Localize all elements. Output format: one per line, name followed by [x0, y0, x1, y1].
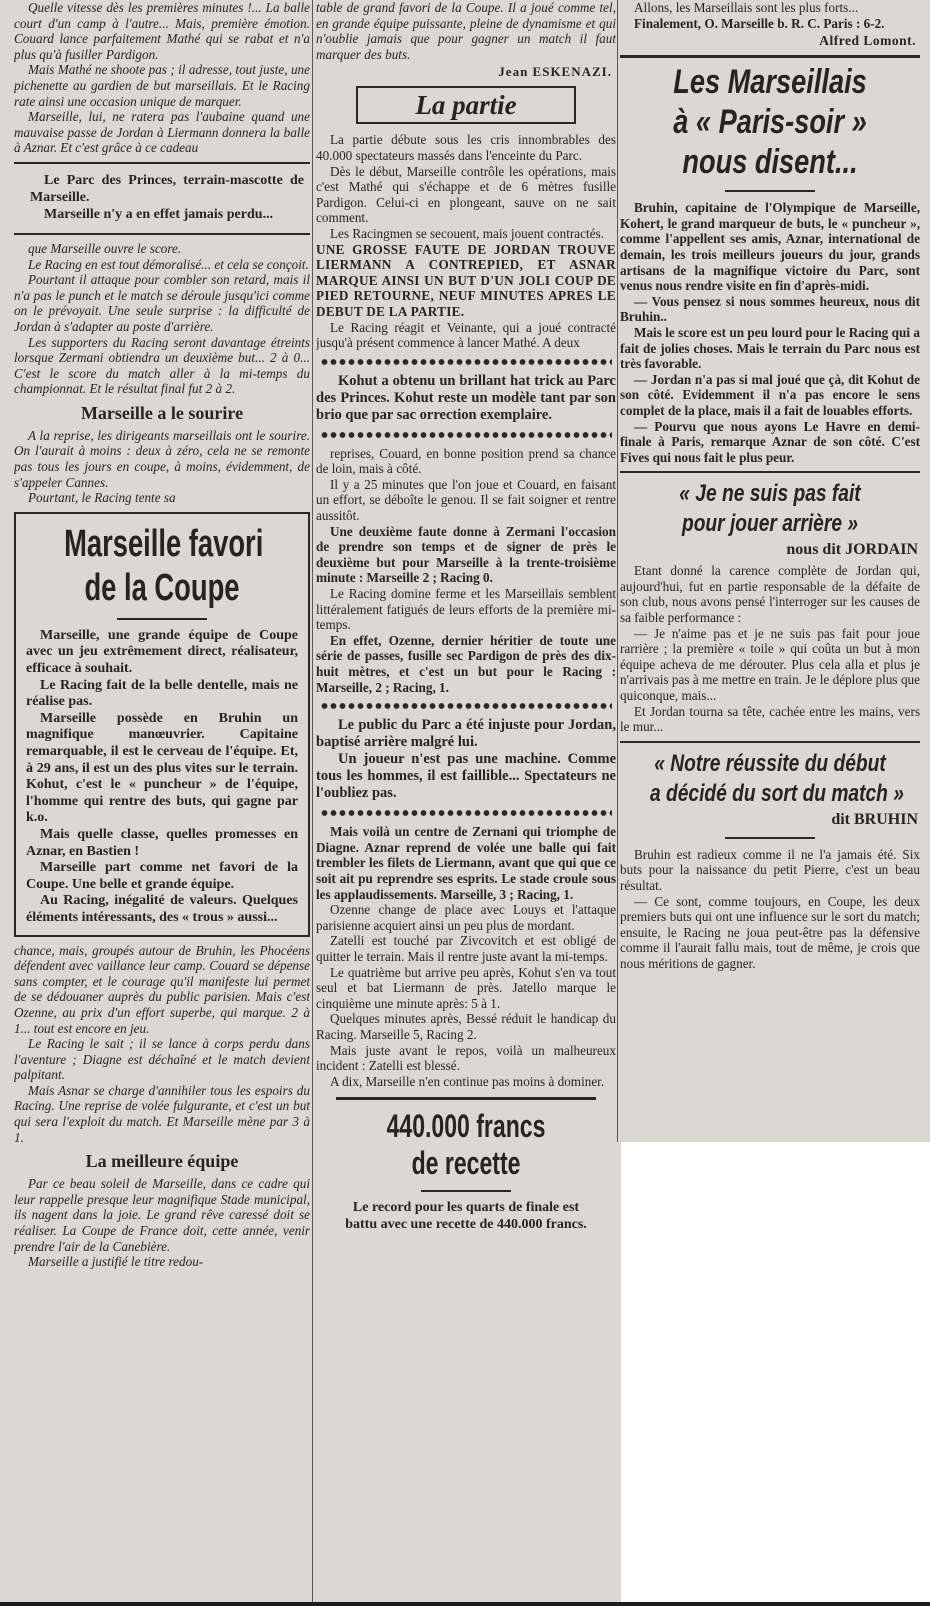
- jordain-title-line1: « Je ne suis pas fait: [679, 480, 861, 508]
- subheading: La meilleure équipe: [85, 1151, 239, 1172]
- paragraph: Pourtant il attaque pour combler son retard, mais il n'a pas le punch et le match se déroule jusqu'ici comme on le prévoyait. Une seule surprise : la difficulté de Jordan à s'adapter au poste d'arrière.: [14, 272, 310, 334]
- divider: [620, 55, 920, 58]
- paragraph: reprises, Couard, en bonne position prend sa chance de loin, mais à côté.: [316, 445, 616, 477]
- paragraph: Etant donné la carence complète de Jordan qui, aujourd'hui, fut en partie responsable de la défaite de son club, nous avons pensé l'interroger sur les causes de sa faible performance :: [620, 563, 920, 626]
- paragraph: Marseille, lui, ne ratera pas l'aubaine quand une mauvaise passe de Jordan à Liermann donnera la balle à Aznar. Et c'est grâce à ce cadeau: [14, 109, 310, 156]
- divider: [336, 1097, 596, 1100]
- chain-divider: [320, 701, 612, 711]
- column-right: [620, 0, 920, 1142]
- paragraph: Et Jordan tourna sa tête, cachée entre les mains, vers le mur...: [620, 703, 920, 735]
- paragraph: Ozenne change de place avec Louys et l'attaque parisienne acquiert ainsi un peu plus de mordant.: [316, 902, 616, 933]
- paragraph: Allons, les Marseillais sont les plus forts...: [634, 0, 859, 15]
- jordain-byline: nous dit JORDAIN: [786, 541, 918, 559]
- kohut-note: Kohut a obtenu un brillant hat trick au Parc des Princes. Kohut reste un modèle tant par son brio que par sac orrection exemplaire.: [316, 372, 616, 423]
- paragraph: Mais Asnar se charge d'annihiler tous les espoirs du Racing. Une reprise de volée fulgurante, et c'est un but qui sera l'exploit du match. Et Marseille mène par 3 à 1.: [14, 1082, 310, 1145]
- paragraph: Zatelli est touché par Zivcovitch et est obligé de quitter le terrain. Mais il rentre juste avant la mi-temps.: [316, 933, 616, 964]
- paragraph: chance, mais, groupés autour de Bruhin, les Phocéens défendent avec vaillance leur camp. Couard se dépense sans compter, et le courage qu'il manifeste lui permet de se dédouaner auprès du public parisien. Mais c'est Ozenne, au prix d'un effort superbe, qui marque. 2 à 1... tout est encore en jeu.: [14, 942, 310, 1036]
- recette-title-line2: de recette: [411, 1145, 521, 1182]
- paragraph: Marseille a justifié le titre redou-: [28, 1254, 204, 1270]
- paragraph-bold: — Jordan n'a pas si mal joué que çà, dit Kohut de son côté. Evidemment il n'a pas encore le sens complet de la place, mais il a fait de louables efforts.: [620, 371, 920, 418]
- paragraph-bold: Mais voilà un centre de Zernani qui triomphe de Diagne. Aznar reprend de volée une balle qui fait trembler les filets de Liermann, avant que qui que ce soit ait pu reprendre ses esprits. Le stade croule sous les applaudissements. Marseille, 3 ; Racing, 1.: [316, 824, 616, 902]
- divider: [421, 1190, 511, 1192]
- paragraph: La partie débute sous les cris innombrables des 40.000 spectateurs massés dans l'enceinte du Parc.: [316, 132, 616, 163]
- signature: Alfred Lomont.: [819, 33, 916, 49]
- headline-line2: à « Paris-soir »: [673, 103, 867, 142]
- public-note: Un joueur n'est pas une machine. Comme tous les hommes, il est faillible... Spectateurs ne l'oubliez pas.: [316, 751, 616, 802]
- signature: Jean ESKENAZI.: [498, 64, 612, 80]
- divider: [14, 162, 310, 164]
- recette-title-line1: 440.000 francs: [386, 1108, 546, 1145]
- paragraph: Le Racing en est tout démoralisé... et cela se conçoit.: [28, 256, 309, 272]
- blank-area: [621, 1142, 930, 1606]
- column-rule: [312, 0, 313, 1606]
- divider: [725, 837, 815, 839]
- column-left: [14, 0, 310, 1606]
- column-middle: [316, 0, 616, 1606]
- paragraph: Les Racingmen se secouent, mais jouent contractés.: [330, 225, 604, 241]
- paragraph: Le Racing domine ferme et les Marseillais semblent littéralement fatigués de leurs efforts de la première mi-temps.: [316, 586, 616, 633]
- favori-box: [14, 512, 310, 937]
- insert-text: Marseille n'y a en effet jamais perdu...: [44, 206, 274, 222]
- favori-paragraph: Marseille part comme net favori de la Coupe. Une belle et grande équipe.: [26, 860, 298, 892]
- insert-box-parc: [14, 170, 310, 227]
- public-note: Le public du Parc a été injuste pour Jordan, baptisé arrière malgré lui.: [316, 717, 616, 751]
- divider: [117, 618, 207, 620]
- favori-paragraph: Marseille, une grande équipe de Coupe avec un jeu extrêmement direct, réalisateur, efficace à souhait.: [26, 627, 298, 677]
- recette-text: Le record pour les quarts de finale est battu avec une recette de 440.000 francs.: [345, 1200, 587, 1232]
- partie-title-box: [356, 86, 576, 124]
- favori-title-line1: Marseille favori: [64, 522, 264, 565]
- paragraph: — Je n'aime pas et je ne suis pas fait pour joue rarrière ; la première « toile » qui coûta un but à mon équipe acheva de me dérouter. Plus cela alla et plus je n'arrivais pas à me mettre en train. Je le déplore plus que quiconque, mais...: [620, 625, 920, 704]
- subheading: Marseille a le sourire: [80, 402, 244, 423]
- paragraph: Pourtant, le Racing tente sa: [28, 490, 176, 506]
- paragraph-bold: Une deuxième faute donne à Zermani l'occasion de prendre son temps et de signer de près le deuxième but pour Marseille à la trente-troisième minute : Marseille 2 ; Racing 0.: [316, 523, 616, 586]
- paragraph: Par ce beau soleil de Marseille, dans ce cadre qui leur rappelle presque leur magnifique Stade municipal, ils nagent dans la joie. Le grand rêve caressé doit se réaliser. La Coupe de France doit, cette année, venir prendre l'air de la Canebière.: [14, 1176, 310, 1254]
- bruhin-title-line1: « Notre réussite du début: [654, 749, 886, 777]
- column-rule: [617, 0, 618, 1142]
- insert-text: Le Parc des Princes, terrain-mascotte de Marseille.: [30, 172, 304, 205]
- bruhin-title-line2: a décidé du sort du match »: [650, 779, 904, 807]
- paragraph-bold: Mais le score est un peu lourd pour le Racing qui a fait de jolies choses. Mais le terrain du Parc nous est très favorable.: [620, 324, 920, 372]
- paragraph-bold: Bruhin, capitaine de l'Olympique de Marseille, Kohert, le grand marqueur de buts, le « puncheur », comme l'appellent ses amis, Aznar, international de demain, les trois meilleurs joueurs du jour, grands artisans de la magnifique victoire du Parc, sont venus nous rendre visite en fin d'après-midi.: [620, 200, 920, 294]
- paragraph: Dès le début, Marseille contrôle les opérations, mais c'est Mathé qui s'échappe et de 6 mètres fusille Pardigon. Celui-ci en plongeant, sauve on ne sait comment.: [316, 163, 616, 226]
- chain-divider: [320, 357, 612, 367]
- paragraph: A la reprise, les dirigeants marseillais ont le sourire. On l'aurait à moins : deux à zéro, cela ne se remonte pas tous les jours en coupe, à moins, évidemment, de s'appeler Cannes.: [14, 427, 310, 490]
- bruhin-byline: dit BRUHIN: [831, 810, 918, 828]
- paragraph: Quelques minutes après, Bessé réduit le handicap du Racing. Marseille 5, Racing 2.: [316, 1011, 616, 1042]
- favori-paragraph: Le Racing fait de la belle dentelle, mais ne réalise pas.: [26, 677, 298, 710]
- favori-paragraph: Marseille possède en Bruhin un magnifique manœuvrier. Capitaine remarquable, il est le cerveau de l'équipe. Et, à 29 ans, il est un des plus vites sur le terrain. Kohut, c'est le « puncheur » de l'équipe, l'homme qui rentre des buts, qui gagne par k.o.: [26, 710, 298, 826]
- paragraph: Le quatrième but arrive peu après, Kohut s'en va tout seul et bat Liermann de près. Jatello marque le cinquième une minute après: 5 à 1.: [316, 964, 616, 1011]
- paragraph: Quelle vitesse dès les premières minutes !... La balle court d'un camp à l'autre... Mais, première émotion. Couard lance parfaitement Mathé qui se rabat et n'a plus qu'à fusiller Pardigon.: [14, 0, 310, 62]
- divider: [725, 190, 815, 192]
- partie-title: La partie: [415, 90, 517, 121]
- paragraph: Mais juste avant le repos, voilà un malheureux incident : Zatelli est blessé.: [316, 1042, 616, 1074]
- jordain-title-line2: pour jouer arrière »: [681, 510, 859, 538]
- headline-line3: nous disent...: [682, 143, 858, 182]
- chain-divider: [320, 808, 612, 818]
- paragraph: — Ce sont, comme toujours, en Coupe, les deux premiers buts qui ont une influence sur le sort du match; ensuite, le Racing ne joua peut-être pas la défensive comme il l'aurait fallu mais, tout de même, je crois que nous méritions de gagner.: [620, 893, 920, 971]
- paragraph: A dix, Marseille n'en continue pas moins à dominer.: [330, 1073, 605, 1089]
- paragraph-bold: — Vous pensez si nous sommes heureux, nous dit Bruhin..: [620, 293, 920, 325]
- paragraph: table de grand favori de la Coupe. Il a joué comme tel, en grande équipe puissante, pleine de dynamisme et qui n'oublie jamais que pour gagner un match il faut marquer des buts.: [316, 0, 616, 62]
- paragraph: Bruhin est radieux comme il ne l'a jamais été. Six buts pour la naissance du petit Pierre, c'est un beau résultat.: [620, 846, 920, 893]
- paragraph: que Marseille ouvre le score.: [28, 240, 182, 256]
- favori-title-line2: de la Coupe: [84, 566, 240, 609]
- divider: [620, 471, 920, 473]
- paragraph-bold: — Pourvu que nous ayons Le Havre en demi-finale à Paris, remarque Aznar de son côté. C'est Fives qui nous fait le plus peur.: [620, 418, 920, 465]
- paragraph: Mais Mathé ne shoote pas ; il adresse, tout juste, une pichenette au gardien de but marseillais. Et le Racing rate ainsi une occasion unique de marquer.: [14, 62, 310, 109]
- favori-paragraph: Au Racing, inégalité de valeurs. Quelques éléments intéressants, des « trous » aussi...: [26, 893, 298, 925]
- chain-divider: [320, 430, 612, 440]
- paragraph: Le Racing le sait ; il se lance à corps perdu dans l'aventure ; Diagne est déchaîné et le match devient palpitant.: [14, 1036, 310, 1083]
- paragraph-caps: UNE GROSSE FAUTE DE JORDAN TROUVE LIERMANN A CONTREPIED, ET ASNAR MARQUE AINSI UN BUT D'UN JOLI COUP DE PIED RETOURNE, NEUF MINUTES APRES LE DEBUT DE LA PARTIE.: [316, 241, 616, 319]
- paragraph: Les supporters du Racing seront davantage étreints lorsque Zermani obtiendra un deuxième but... 2 à 0... C'est le score du match aller à la mi-temps du championnat. Et le résultat final fut 2 à 2.: [14, 334, 310, 397]
- final-score: Finalement, O. Marseille b. R. C. Paris : 6-2.: [634, 15, 885, 31]
- favori-paragraph: Mais quelle classe, quelles promesses en Aznar, en Bastien !: [26, 826, 298, 859]
- headline-line1: Les Marseillais: [673, 63, 867, 102]
- bottom-rule: [0, 1602, 930, 1606]
- paragraph-bold: En effet, Ozenne, dernier héritier de toute une série de passes, fusille sec Pardigon de près des dix-huit mètres, et c'est un but pour le Racing : Marseille, 2 ; Racing, 1.: [316, 632, 616, 695]
- paragraph: Le Racing réagit et Veinante, qui a joué contracté jusqu'à présent commence à lancer Mathé. A deux: [316, 319, 616, 351]
- paragraph: Il y a 25 minutes que l'on joue et Couard, en faisant un effort, se déboîte le genou. Il se fait soigner et rentre aussitôt.: [316, 476, 616, 524]
- divider: [620, 741, 920, 743]
- divider: [14, 233, 310, 235]
